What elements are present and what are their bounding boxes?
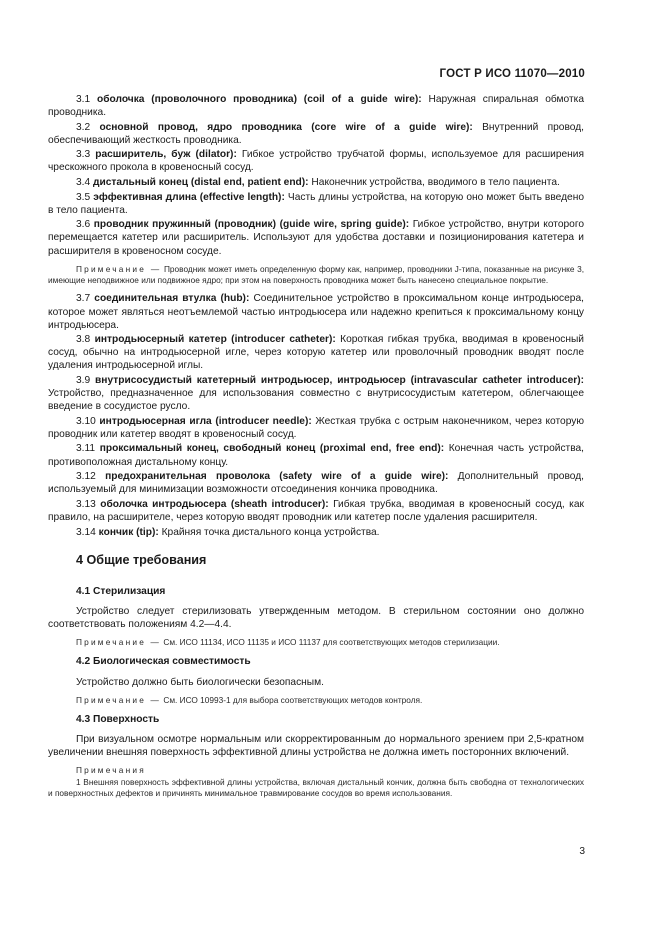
definition-3-13: 3.13 оболочка интродьюсера (sheath introducer): Гибкая трубка, вводимая в кровеносный сосуд, как правило, на расширителе, через которую вводят проводник или катетер после удаления расширителя.: [48, 498, 584, 523]
term: основной провод, ядро проводника (core wire of a guide wire):: [99, 121, 473, 133]
term: оболочка (проволочного проводника) (coil of a guide wire):: [97, 94, 422, 105]
term: эффективная длина (effective length):: [93, 191, 285, 203]
term: внутрисосудистый катетерный интродьюсер, интродьюсер (intravascular catheter introducer):: [95, 375, 584, 386]
definition-3-8: 3.8 интродьюсерный катетер (introducer catheter): Короткая гибкая трубка, вводимая в кровеносный сосуд, обычно на интродьюсерной игле, через которую катетер или проволочный проводник вводят после удаления интродьюсерной иглы.: [48, 334, 584, 372]
definition-3-9: 3.9 внутрисосудистый катетерный интродьюсер, интродьюсер (intravascular catheter introducer): Устройство, предназначенное для использования совместно с внутрисосудистым катетером, облегчающее введение в сосудистое русло.: [48, 375, 584, 413]
term: дистальный конец (distal end, patient end):: [93, 177, 309, 189]
definition-3-2: 3.2 основной провод, ядро проводника (core wire of a guide wire): Внутренний провод, обеспечивающий жесткость проводника.: [48, 121, 584, 146]
note-label: Примечание —: [76, 694, 162, 705]
subsection-4-3-text: При визуальном осмотре нормальным или скорректированным до нормального зрением при 2,5-кратном увеличении внешняя поверхность эффективной длины устройства не должна иметь посторонних включений.: [48, 734, 584, 759]
definition-3-5: 3.5 эффективная длина (effective length): Часть длины устройства, на которую оно может быть введено в тело пациента.: [48, 191, 584, 216]
definition-3-7: 3.7 соединительная втулка (hub): Соединительное устройство в проксимальном конце интродьюсера, которое может являться неотъемлемой частью интродьюсера или надежно крепиться к проксимальному концу интродьюсера.: [48, 293, 584, 331]
term: расширитель, буж (dilator):: [95, 149, 237, 161]
definition-3-4: 3.4 дистальный конец (distal end, patient end): Наконечник устройства, вводимого в тело пациента.: [76, 177, 560, 189]
subsection-4-2-title: 4.2 Биологическая совместимость: [76, 656, 251, 668]
term: кончик (tip):: [98, 526, 159, 538]
definition-3-11: 3.11 проксимальный конец, свободный конец (proximal end, free end): Конечная часть устройства, противоположная дистальному концу.: [48, 443, 584, 468]
note-4-2: Примечание — См. ИСО 10993-1 для выбора соответствующих методов контроля.: [76, 694, 423, 705]
term: интродьюсерный катетер (introducer catheter):: [94, 334, 336, 346]
term: проксимальный конец, свободный конец (proximal end, free end):: [99, 443, 445, 455]
term: интродьюсерная игла (introducer needle):: [99, 415, 312, 427]
term: соединительная втулка (hub):: [94, 293, 250, 305]
term: оболочка интродьюсера (sheath introducer):: [100, 498, 329, 510]
term: предохранительная проволока (safety wire of a guide wire):: [105, 471, 449, 483]
definition-3-10: 3.10 интродьюсерная игла (introducer needle): Жесткая трубка с острым наконечником, через которую проводник или катетер вводят в кровеносный сосуд.: [48, 415, 584, 440]
subsection-4-1-text: Устройство следует стерилизовать утвержденным методом. В стерильном состоянии оно должно соответствовать положениям 4.2—4.4.: [48, 605, 584, 630]
doc-code-header: ГОСТ Р ИСО 11070—2010: [439, 68, 585, 80]
definition-3-14: 3.14 кончик (tip): Крайняя точка дистального конца устройства.: [76, 526, 380, 538]
section-4-title: 4 Общие требования: [76, 552, 207, 567]
definition-3-12: 3.12 предохранительная проволока (safety wire of a guide wire): Дополнительный провод, используемый для минимизации возможности отсоединения кончика проводника.: [48, 471, 584, 496]
note-4-1: Примечание — См. ИСО 11134, ИСО 11135 и ИСО 11137 для соответствующих методов стерилизации.: [76, 637, 500, 647]
definition-3-6: 3.6 проводник пружинный (проводник) (guide wire, spring guide): Гибкое устройство, внутри которого перемещается катетер или расширитель. Используют для удобства доставки и позиционирования катетера и расширителя в кровеносном сосуде.: [48, 219, 584, 257]
subsection-4-2-text: Устройство должно быть биологически безопасным.: [76, 676, 324, 688]
definition-3-1: 3.1 оболочка (проволочного проводника) (coil of a guide wire): Наружная спиральная обмотка проводника.: [48, 94, 584, 119]
note-label: Примечание —: [76, 263, 162, 274]
document-body: [48, 93, 584, 800]
term: проводник пружинный (проводник) (guide wire, spring guide):: [93, 219, 410, 231]
note-4-3-1: 1 Внешняя поверхность эффективной длины устройства, включая дистальный кончик, должна быть свободна от технологических и поверхностных дефектов и причинять минимальное травмирование сосудов во время использования.: [48, 776, 584, 799]
subsection-4-3-title: 4.3 Поверхность: [76, 714, 160, 725]
definition-3-3: 3.3 расширитель, буж (dilator): Гибкое устройство трубчатой формы, используемое для расширения чрескожного прокола в кровеносный сосуд.: [48, 149, 584, 174]
note-label: Примечание —: [76, 637, 162, 647]
note-guide-wire: Примечание — Проводник может иметь определенную форму как, например, проводники J-типа, показанные на рисунке 3, имеющие неподвижное или подвижное ядро; при этом на поверхность проводника может быть нанесено специальное покрытие.: [48, 263, 585, 286]
subsection-4-1-title: 4.1 Стерилизация: [76, 585, 166, 597]
page-number: 3: [579, 846, 585, 857]
notes-label: Примечания: [76, 765, 146, 776]
